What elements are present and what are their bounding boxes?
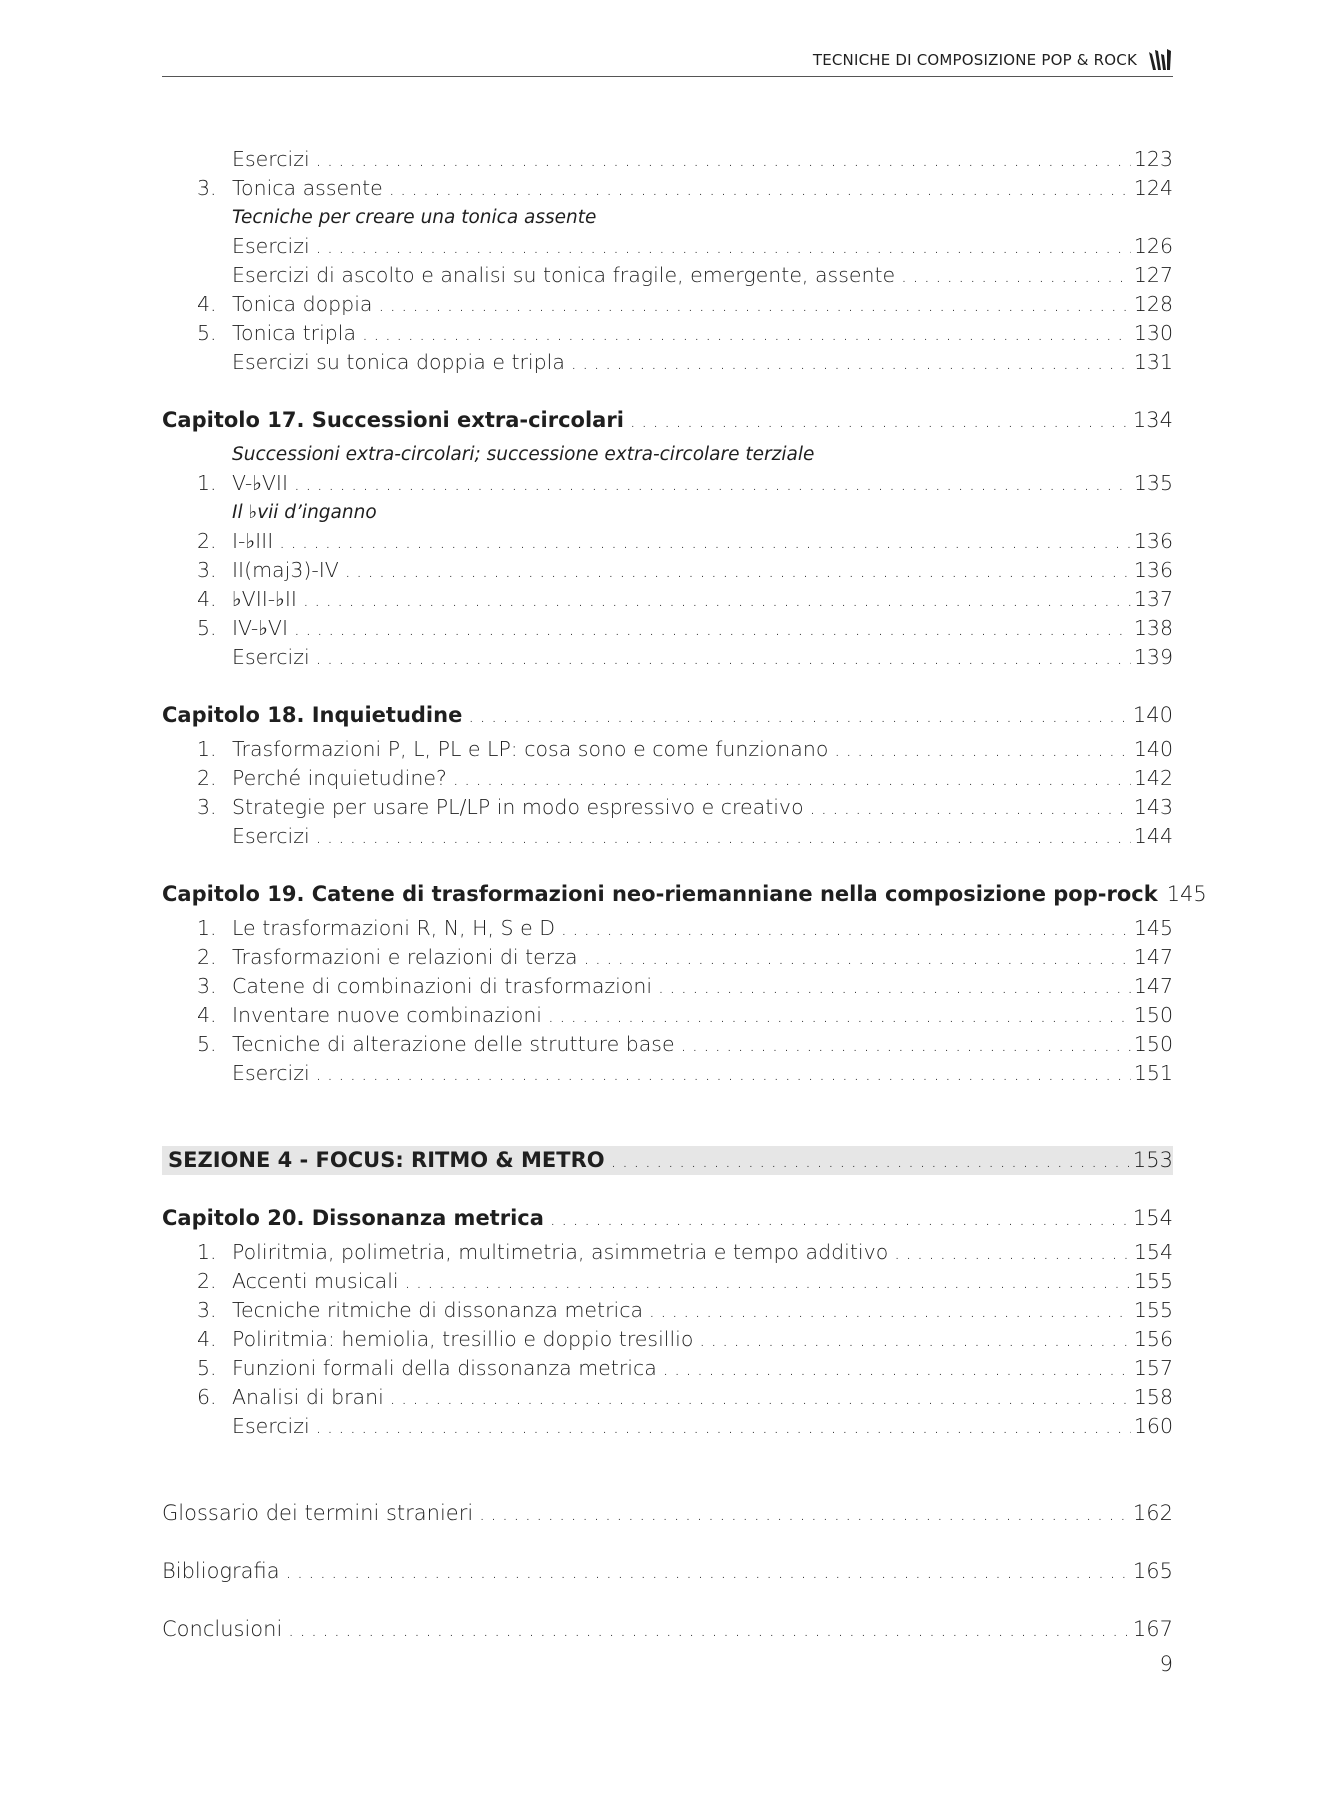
toc-entry-title: SEZIONE 4 - FOCUS: RITMO & METRO bbox=[168, 1148, 605, 1172]
toc-entry-title: Funzioni formali della dissonanza metrica bbox=[232, 1356, 657, 1380]
toc-entry[interactable] bbox=[162, 614, 1173, 643]
toc-entry-title: Esercizi bbox=[232, 147, 310, 171]
toc-entry[interactable] bbox=[162, 735, 1173, 764]
spacer bbox=[162, 1088, 1173, 1146]
toc-entry-title: IV-♭VI bbox=[232, 616, 289, 640]
toc-entry-number: 3. bbox=[197, 795, 217, 819]
toc-entry[interactable] bbox=[162, 972, 1173, 1001]
toc-page-number: 134 bbox=[1132, 408, 1173, 432]
toc-entry-title: Capitolo 18. Inquietudine bbox=[162, 703, 463, 727]
toc-page-number: 158 bbox=[1133, 1385, 1173, 1409]
toc-page-number: 145 bbox=[1133, 916, 1173, 940]
toc-entry-number: 5. bbox=[197, 321, 217, 345]
toc-note-text: Il ♭vii d’inganno bbox=[232, 502, 377, 523]
toc-entry-title: Esercizi di ascolto e analisi su tonica fragile, emergente, assente bbox=[232, 263, 896, 287]
toc-entry-title: Capitolo 20. Dissonanza metrica bbox=[162, 1206, 544, 1230]
spacer bbox=[162, 1175, 1173, 1204]
dot-leader bbox=[345, 556, 1131, 586]
spacer bbox=[162, 851, 1173, 880]
toc-page-number: 143 bbox=[1133, 795, 1173, 819]
toc-note bbox=[162, 203, 1173, 232]
toc-entry-title: Accenti musicali bbox=[232, 1269, 399, 1293]
toc-entry-title: ♭VII-♭II bbox=[232, 587, 297, 611]
dot-leader bbox=[316, 145, 1131, 175]
toc-page-number: 137 bbox=[1133, 587, 1173, 611]
toc-entry-number: 4. bbox=[197, 292, 217, 316]
dot-leader bbox=[389, 174, 1131, 204]
dot-leader bbox=[630, 406, 1130, 436]
dot-leader bbox=[548, 1001, 1131, 1031]
toc-entry-title: Inventare nuove combinazioni bbox=[232, 1003, 543, 1027]
toc-entry-number: 5. bbox=[197, 1032, 217, 1056]
toc-entry[interactable] bbox=[162, 261, 1173, 290]
toc-entry[interactable] bbox=[162, 556, 1173, 585]
toc-entry-number: 3. bbox=[197, 558, 217, 582]
toc-entry-number: 4. bbox=[197, 587, 217, 611]
toc-page-number: 153 bbox=[1132, 1148, 1173, 1172]
toc-entry-title: Esercizi bbox=[232, 1414, 310, 1438]
spacer bbox=[162, 1586, 1173, 1615]
dot-leader bbox=[663, 1354, 1131, 1384]
toc-entry-title: V-♭VII bbox=[232, 471, 289, 495]
toc-page-number: 150 bbox=[1133, 1003, 1173, 1027]
toc-entry-title: Esercizi bbox=[232, 234, 310, 258]
toc-page-number: 127 bbox=[1133, 263, 1173, 287]
dot-leader bbox=[611, 1146, 1130, 1176]
toc-entry-title: Glossario dei termini stranieri bbox=[162, 1501, 474, 1525]
toc-entry[interactable] bbox=[162, 822, 1173, 851]
dot-leader bbox=[468, 701, 1130, 731]
toc-entry-title: Perché inquietudine? bbox=[232, 766, 447, 790]
toc-entry-title: Tecniche ritmiche di dissonanza metrica bbox=[232, 1298, 644, 1322]
toc-entry[interactable] bbox=[162, 1059, 1173, 1088]
toc-entry-title: Strategie per usare PL/LP in modo espressivo e creativo bbox=[232, 795, 804, 819]
toc-section[interactable] bbox=[162, 1146, 1173, 1175]
toc-note bbox=[162, 498, 1173, 527]
toc-page-number: 124 bbox=[1133, 176, 1173, 200]
dot-leader bbox=[658, 972, 1131, 1002]
spacer bbox=[162, 377, 1173, 406]
dot-leader bbox=[453, 764, 1131, 794]
toc-page-number: 140 bbox=[1133, 737, 1173, 761]
toc-entry-number: 3. bbox=[197, 1298, 217, 1322]
toc-chapter[interactable] bbox=[162, 701, 1173, 730]
toc-entry-title: Trasformazioni e relazioni di terza bbox=[232, 945, 578, 969]
toc-chapter[interactable] bbox=[162, 1204, 1173, 1233]
dot-leader bbox=[378, 290, 1130, 320]
toc-page-number: 167 bbox=[1132, 1617, 1173, 1641]
dot-leader bbox=[584, 943, 1131, 973]
page-number: 9 bbox=[1159, 1652, 1173, 1676]
toc-page-number: 154 bbox=[1132, 1206, 1173, 1230]
toc-entry-title: Catene di combinazioni di trasformazioni bbox=[232, 974, 653, 998]
toc-entry-title: Capitolo 19. Catene di trasformazioni neo-riemanniane nella composizione pop-rock bbox=[162, 882, 1158, 906]
toc-entry[interactable] bbox=[162, 1412, 1173, 1441]
toc-entry[interactable] bbox=[162, 1325, 1173, 1354]
toc-entry-number: 2. bbox=[197, 1269, 217, 1293]
toc-entry[interactable] bbox=[162, 1296, 1173, 1325]
toc-page-number: 147 bbox=[1133, 945, 1173, 969]
toc-page-number: 155 bbox=[1133, 1269, 1173, 1293]
toc-entry-title: Le trasformazioni R, N, H, S e D bbox=[232, 916, 555, 940]
toc-page-number: 135 bbox=[1133, 471, 1173, 495]
dot-leader bbox=[699, 1325, 1130, 1355]
toc-entry[interactable] bbox=[162, 469, 1173, 498]
toc-entry-title: Poliritmia, polimetria, multimetria, asimmetria e tempo additivo bbox=[232, 1240, 889, 1264]
toc-entry[interactable] bbox=[162, 943, 1173, 972]
toc-entry[interactable] bbox=[162, 1354, 1173, 1383]
spacer bbox=[162, 1441, 1173, 1499]
dot-leader bbox=[316, 1412, 1131, 1442]
toc-entry-number: 1. bbox=[197, 471, 217, 495]
dot-leader bbox=[901, 261, 1131, 291]
book-spine-logo-icon bbox=[1147, 48, 1173, 72]
toc-page-number: 136 bbox=[1133, 558, 1173, 582]
dot-leader bbox=[294, 614, 1131, 644]
toc-entry-number: 4. bbox=[197, 1327, 217, 1351]
toc-entry-title: Esercizi su tonica doppia e tripla bbox=[232, 350, 565, 374]
toc-page-number: 155 bbox=[1133, 1298, 1173, 1322]
header-title: TECNICHE DI COMPOSIZIONE POP & ROCK bbox=[812, 51, 1137, 69]
toc-note bbox=[162, 440, 1173, 469]
toc-entry-title: Poliritmia: hemiolia, tresillio e doppio tresillio bbox=[232, 1327, 694, 1351]
toc-entry[interactable] bbox=[162, 232, 1173, 261]
toc-page-number: 138 bbox=[1133, 616, 1173, 640]
toc-entry-number: 5. bbox=[197, 1356, 217, 1380]
toc-entry[interactable] bbox=[162, 1267, 1173, 1296]
toc-page-number: 162 bbox=[1132, 1501, 1173, 1525]
toc-entry-number: 6. bbox=[197, 1385, 217, 1409]
toc-entry[interactable] bbox=[162, 174, 1173, 203]
dot-leader bbox=[561, 914, 1131, 944]
toc-note-text: Successioni extra-circolari; successione extra-circolare terziale bbox=[232, 444, 815, 465]
toc-entry[interactable] bbox=[162, 1383, 1173, 1412]
toc-page-number: 144 bbox=[1133, 824, 1173, 848]
toc-entry-number: 1. bbox=[197, 1240, 217, 1264]
dot-leader bbox=[550, 1204, 1130, 1234]
toc-page-number: 157 bbox=[1133, 1356, 1173, 1380]
toc-page-number: 126 bbox=[1133, 234, 1173, 258]
toc-entry-number: 2. bbox=[197, 529, 217, 553]
toc-chapter[interactable] bbox=[162, 880, 1207, 909]
dot-leader bbox=[834, 735, 1130, 765]
toc-entry[interactable] bbox=[162, 764, 1173, 793]
dot-leader bbox=[894, 1238, 1131, 1268]
dot-leader bbox=[294, 469, 1131, 499]
toc-page-number: 154 bbox=[1133, 1240, 1173, 1264]
dot-leader bbox=[316, 1059, 1131, 1089]
toc-entry-title: I-♭III bbox=[232, 529, 274, 553]
toc-entry[interactable] bbox=[162, 145, 1173, 174]
toc-page-number: 156 bbox=[1133, 1327, 1173, 1351]
dot-leader bbox=[279, 527, 1131, 557]
toc-entry-title: Tonica tripla bbox=[232, 321, 357, 345]
toc-page-number: 130 bbox=[1133, 321, 1173, 345]
toc-entry[interactable] bbox=[162, 319, 1173, 348]
toc-entry-title: Tonica assente bbox=[232, 176, 383, 200]
toc-note-text: Tecniche per creare una tonica assente bbox=[232, 207, 597, 228]
toc-page-number: 160 bbox=[1133, 1414, 1173, 1438]
dot-leader bbox=[286, 1557, 1130, 1587]
toc-entry-number: 3. bbox=[197, 974, 217, 998]
toc-entry[interactable] bbox=[162, 1238, 1173, 1267]
toc-page-number: 128 bbox=[1133, 292, 1173, 316]
toc-entry-title: Analisi di brani bbox=[232, 1385, 384, 1409]
toc-top-entry[interactable] bbox=[162, 1499, 1173, 1528]
spacer bbox=[162, 672, 1173, 701]
dot-leader bbox=[303, 585, 1131, 615]
toc-entry-title: Esercizi bbox=[232, 824, 310, 848]
dot-leader bbox=[405, 1267, 1131, 1297]
toc-page-number: 145 bbox=[1166, 882, 1207, 906]
toc-entry[interactable] bbox=[162, 1001, 1173, 1030]
toc-entry[interactable] bbox=[162, 290, 1173, 319]
toc-top-entry[interactable] bbox=[162, 1615, 1173, 1644]
running-header bbox=[162, 48, 1173, 77]
toc-entry[interactable] bbox=[162, 348, 1173, 377]
toc-entry[interactable] bbox=[162, 585, 1173, 614]
toc-entry-number: 5. bbox=[197, 616, 217, 640]
toc-entry-title: Capitolo 17. Successioni extra-circolari bbox=[162, 408, 624, 432]
toc-entry[interactable] bbox=[162, 527, 1173, 556]
dot-leader bbox=[316, 822, 1131, 852]
toc-page-number: 165 bbox=[1132, 1559, 1173, 1583]
toc-chapter[interactable] bbox=[162, 406, 1173, 435]
toc-entry-number: 2. bbox=[197, 945, 217, 969]
toc-entry-title: II(maj3)-IV bbox=[232, 558, 339, 582]
toc-page-number: 140 bbox=[1132, 703, 1173, 727]
toc-page-number: 139 bbox=[1133, 645, 1173, 669]
toc-entry[interactable] bbox=[162, 643, 1173, 672]
toc-entry-title: Bibliografia bbox=[162, 1559, 280, 1583]
toc-page-number: 151 bbox=[1133, 1061, 1173, 1085]
toc-page-number: 136 bbox=[1133, 529, 1173, 553]
toc-entry-title: Esercizi bbox=[232, 1061, 310, 1085]
table-of-contents bbox=[162, 145, 1207, 1644]
toc-page-number: 123 bbox=[1133, 147, 1173, 171]
dot-leader bbox=[362, 319, 1131, 349]
toc-entry[interactable] bbox=[162, 1030, 1173, 1059]
dot-leader bbox=[479, 1499, 1130, 1529]
toc-entry-number: 1. bbox=[197, 737, 217, 761]
toc-entry-number: 3. bbox=[197, 176, 217, 200]
toc-entry-number: 4. bbox=[197, 1003, 217, 1027]
toc-page-number: 147 bbox=[1133, 974, 1173, 998]
dot-leader bbox=[649, 1296, 1131, 1326]
toc-entry-title: Esercizi bbox=[232, 645, 310, 669]
spacer bbox=[162, 1528, 1173, 1557]
dot-leader bbox=[810, 793, 1131, 823]
toc-page-number: 150 bbox=[1133, 1032, 1173, 1056]
toc-entry[interactable] bbox=[162, 793, 1173, 822]
toc-page-number: 131 bbox=[1133, 350, 1173, 374]
dot-leader bbox=[288, 1615, 1130, 1645]
toc-entry-title: Tonica doppia bbox=[232, 292, 373, 316]
toc-top-entry[interactable] bbox=[162, 1557, 1173, 1586]
toc-page-number: 142 bbox=[1133, 766, 1173, 790]
dot-leader bbox=[390, 1383, 1131, 1413]
toc-entry-number: 2. bbox=[197, 766, 217, 790]
dot-leader bbox=[316, 643, 1131, 673]
dot-leader bbox=[316, 232, 1131, 262]
toc-entry-title: Tecniche di alterazione delle strutture base bbox=[232, 1032, 675, 1056]
toc-entry-title: Trasformazioni P, L, PL e LP: cosa sono e come funzionano bbox=[232, 737, 829, 761]
dot-leader bbox=[681, 1030, 1131, 1060]
toc-entry-title: Conclusioni bbox=[162, 1617, 283, 1641]
dot-leader bbox=[571, 348, 1131, 378]
toc-entry[interactable] bbox=[162, 914, 1173, 943]
toc-entry-number: 1. bbox=[197, 916, 217, 940]
